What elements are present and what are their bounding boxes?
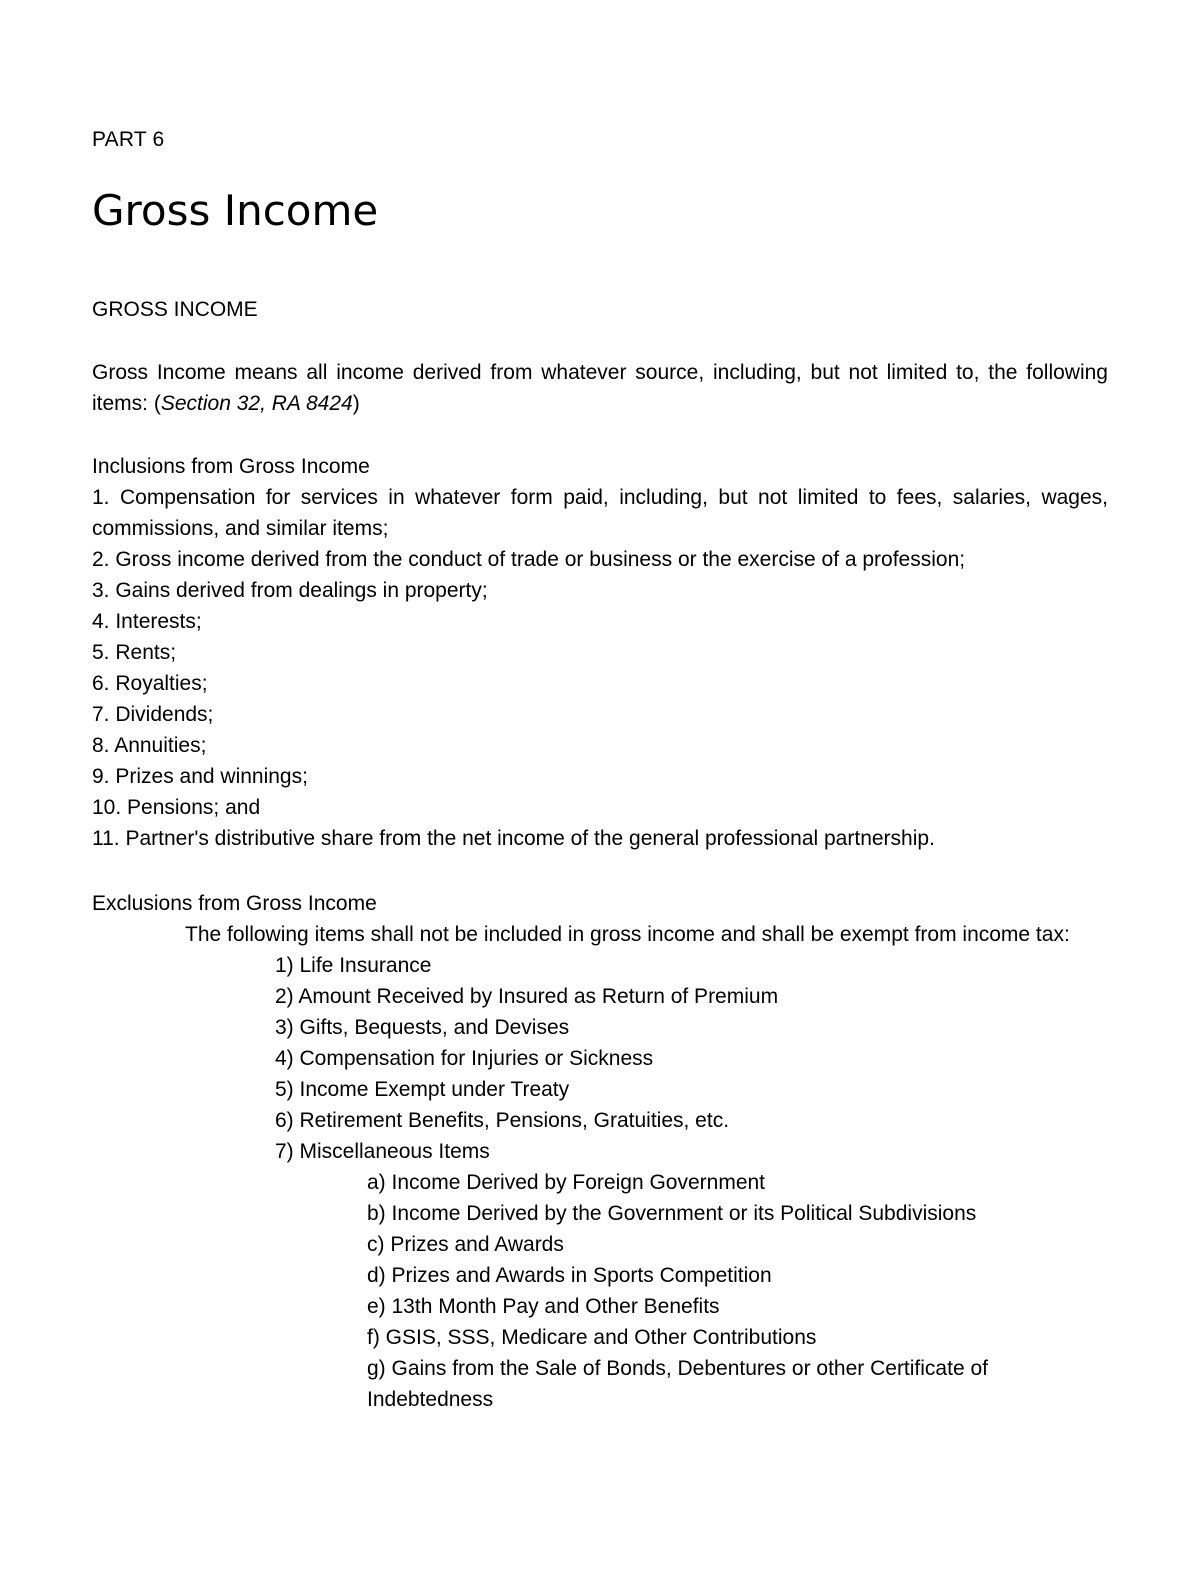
inclusion-item: 8. Annuities; — [92, 734, 207, 757]
inclusion-item: 10. Pensions; and — [92, 796, 261, 819]
exclusion-item: 3) Gifts, Bequests, and Devises — [275, 1016, 570, 1039]
miscellaneous-item: e) 13th Month Pay and Other Benefits — [367, 1295, 720, 1318]
definition-citation: Section 32, RA 8424 — [160, 392, 353, 415]
miscellaneous-items-list — [367, 1167, 1107, 1415]
definition-text: Gross Income means all income derived from whatever source, including, but not limited to, the following items: ( — [92, 361, 1108, 415]
part-label: PART 6 — [92, 128, 165, 151]
section-heading: GROSS INCOME — [92, 298, 258, 321]
exclusion-item: 5) Income Exempt under Treaty — [275, 1078, 570, 1101]
exclusions-heading: Exclusions from Gross Income — [92, 892, 377, 915]
definition-closing: ) — [352, 392, 360, 415]
inclusion-item: 4. Interests; — [92, 610, 202, 633]
exclusions-list — [275, 950, 1108, 1167]
miscellaneous-item: g) Gains from the Sale of Bonds, Debentures or other Certificate of Indebtedness — [367, 1357, 988, 1411]
inclusion-item: 9. Prizes and winnings; — [92, 765, 308, 788]
inclusion-item: 7. Dividends; — [92, 703, 214, 726]
document-title: Gross Income — [92, 186, 379, 235]
inclusion-item: 6. Royalties; — [92, 672, 208, 695]
inclusions-heading: Inclusions from Gross Income — [92, 455, 370, 478]
exclusion-item: 7) Miscellaneous Items — [275, 1140, 490, 1163]
inclusion-item: 2. Gross income derived from the conduct of trade or business or the exercise of a profession; — [92, 548, 966, 571]
exclusion-item: 6) Retirement Benefits, Pensions, Gratuities, etc. — [275, 1109, 730, 1132]
inclusion-item: 11. Partner's distributive share from the net income of the general professional partnership. — [92, 827, 935, 850]
miscellaneous-item: f) GSIS, SSS, Medicare and Other Contributions — [367, 1326, 817, 1349]
gross-income-definition — [92, 357, 1108, 419]
exclusions-section — [92, 888, 1108, 1415]
miscellaneous-item: a) Income Derived by Foreign Government — [367, 1171, 766, 1194]
inclusions-list — [92, 482, 1108, 854]
exclusion-item: 1) Life Insurance — [275, 954, 432, 977]
miscellaneous-item: c) Prizes and Awards — [367, 1233, 564, 1256]
miscellaneous-item: b) Income Derived by the Government or its Political Subdivisions — [367, 1202, 977, 1225]
miscellaneous-item: d) Prizes and Awards in Sports Competition — [367, 1264, 772, 1287]
exclusions-intro: The following items shall not be included in gross income and shall be exempt from income tax: — [185, 923, 1070, 946]
inclusion-item: 3. Gains derived from dealings in property; — [92, 579, 488, 602]
exclusion-item: 2) Amount Received by Insured as Return of Premium — [275, 985, 779, 1008]
inclusions-section — [92, 451, 1108, 854]
inclusion-item: 1. Compensation for services in whatever form paid, including, but not limited to fees, salaries, wages, commissions, and similar items; — [92, 486, 1108, 540]
exclusion-item: 4) Compensation for Injuries or Sickness — [275, 1047, 654, 1070]
inclusion-item: 5. Rents; — [92, 641, 177, 664]
